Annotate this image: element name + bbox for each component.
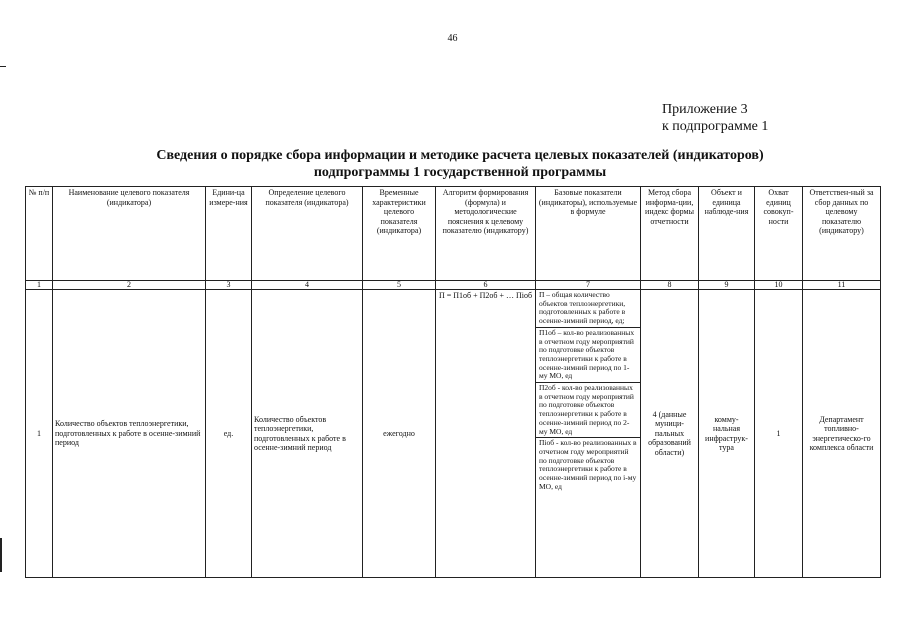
scan-edge-tick — [0, 66, 6, 67]
appendix-line-1: Приложение 3 — [662, 102, 748, 117]
column-number: 7 — [536, 281, 641, 290]
column-numbers-row — [26, 281, 881, 290]
title-line-2: подпрограммы 1 государственной программы — [313, 165, 607, 180]
base-indicator-mo1: П1об – кол-во реализованных в отчетном году мероприятий по подготовке объектов теплоэнергетики к работе в осенне-зимний период по 1-му МО, ед — [536, 328, 640, 383]
row-unit: ед. — [206, 290, 252, 578]
header-responsible: Ответствен-ный за сбор данных по целевому показателю (индикатору) — [803, 187, 881, 281]
row-base-indicators — [536, 290, 641, 578]
page-number: 46 — [447, 33, 458, 44]
header-definition: Определение целевого показателя (индикатора) — [252, 187, 363, 281]
scan-edge-mark — [0, 538, 2, 572]
column-number: 3 — [206, 281, 252, 290]
header-coverage: Охват единиц совокуп-ности — [755, 187, 803, 281]
row-num: 1 — [26, 290, 53, 578]
header-name: Наименование целевого показателя (индикатора) — [53, 187, 206, 281]
title-line-1: Сведения о порядке сбора информации и методике расчета целевых показателей (индикаторов) — [156, 148, 764, 163]
row-formula: П = П1об + П2об + … Піоб — [436, 290, 536, 578]
row-definition: Количество объектов теплоэнергетики, подготовленных к работе в осенне-зимний период — [252, 290, 363, 578]
document-title — [40, 147, 880, 181]
indicators-table — [25, 186, 881, 578]
column-number: 10 — [755, 281, 803, 290]
row-object: комму-нальная инфраструк-тура — [699, 290, 755, 578]
table-row — [26, 290, 881, 578]
header-formula: Алгоритм формирования (формула) и методологические пояснения к целевому показателю (индикатору) — [436, 187, 536, 281]
appendix-line-2: к подпрограмме 1 — [662, 119, 769, 134]
column-number: 11 — [803, 281, 881, 290]
header-time: Временные характеристики целевого показателя (индикатора) — [363, 187, 436, 281]
header-object: Объект и единица наблюде-ния — [699, 187, 755, 281]
row-method: 4 (данные муници-пальных образований области) — [641, 290, 699, 578]
row-indicator-name: Количество объектов теплоэнергетики, подготовленных к работе в осенне-зимний период — [53, 290, 206, 578]
row-responsible: Департамент топливно-энергетическо-го комплекса области — [803, 290, 881, 578]
header-method: Метод сбора информа-ции, индекс формы отчетности — [641, 187, 699, 281]
column-number: 8 — [641, 281, 699, 290]
base-indicator-total: П – общая количество объектов теплоэнергетики, подготовленных к работе в осенне-зимний период, ед; — [536, 290, 640, 328]
base-indicator-moi: Піоб - кол-во реализованных в отчетном году мероприятий по подготовке объектов теплоэнергетики к работе в осенне-зимний период по і-му МО, ед — [539, 438, 637, 491]
row-coverage: 1 — [755, 290, 803, 578]
column-number: 6 — [436, 281, 536, 290]
row-time: ежегодно — [363, 290, 436, 578]
base-indicator-mo2: П2об - кол-во реализованных в отчетном году мероприятий по подготовке объектов теплоэнергетики к работе в осенне-зимний период по 2-му МО, ед — [536, 383, 640, 438]
header-unit: Едини-ца измере-ния — [206, 187, 252, 281]
column-number: 9 — [699, 281, 755, 290]
column-number: 1 — [26, 281, 53, 290]
header-base: Базовые показатели (индикаторы), используемые в формуле — [536, 187, 641, 281]
column-number: 2 — [53, 281, 206, 290]
header-num: № п/п — [26, 187, 53, 281]
column-number: 5 — [363, 281, 436, 290]
table-header-row — [26, 187, 881, 281]
column-number: 4 — [252, 281, 363, 290]
appendix-note — [662, 101, 768, 135]
